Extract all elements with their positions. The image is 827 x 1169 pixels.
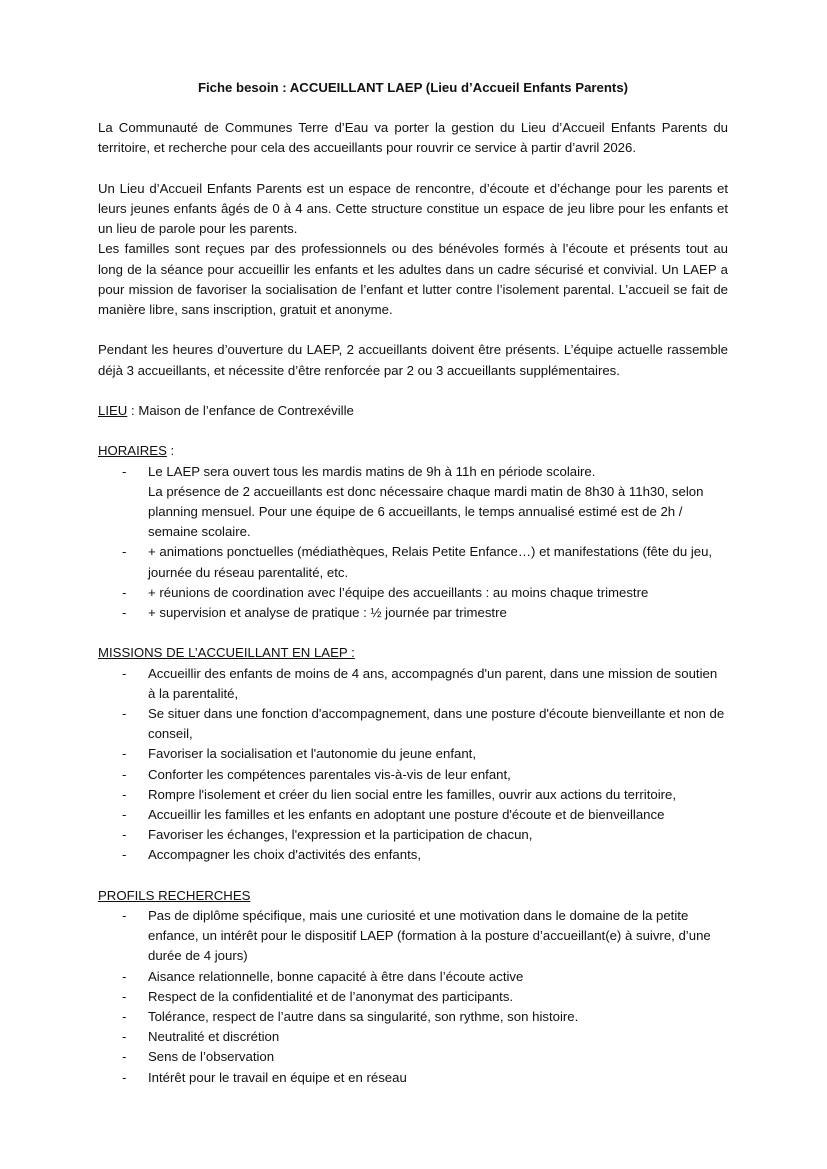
missions-heading (98, 643, 728, 663)
dash-bullet-icon: - (122, 1069, 127, 1085)
dash-bullet-icon: - (122, 584, 127, 600)
spacer (98, 159, 728, 179)
dash-bullet-icon: - (122, 605, 127, 621)
lieu-separator: : (127, 403, 139, 418)
dash-bullet-icon: - (122, 665, 127, 681)
spacer (98, 866, 728, 886)
dash-bullet-icon: - (122, 1029, 127, 1045)
mission-item-text: Conforter les compétences parentales vis-à-vis de leur enfant, (148, 766, 511, 782)
horaires-item-text: Le LAEP sera ouvert tous les mardis matins de 9h à 11h en période scolaire. (148, 463, 596, 479)
description-paragraph-1: Un Lieu d’Accueil Enfants Parents est un espace de rencontre, d’écoute et d’échange pour les parents et leurs jeunes enfants âgés de 0 à 4 ans. Cette structure constitue un espace de jeu libre pour les enfants et un lieu de parole pour les parents. (98, 180, 728, 237)
profil-item (98, 1047, 728, 1067)
horaires-item-continuation: La présence de 2 accueillants est donc nécessaire chaque mardi matin de 8h30 à 11h30, selon planning mensuel. Pour une équipe de 6 accueillants, le temps annualisé estimé est de 2h / semaine scolaire. (148, 483, 704, 540)
missions-label: MISSIONS DE L’ACCUEILLANT EN LAEP : (98, 645, 355, 661)
profil-item-text: Tolérance, respect de l’autre dans sa singularité, son rythme, son histoire. (148, 1009, 579, 1025)
spacer (98, 623, 728, 643)
dash-bullet-icon: - (122, 463, 127, 479)
profil-item-text: Pas de diplôme spécifique, mais une curiosité et une motivation dans le domaine de la petite enfance, un intérêt pour le dispositif LAEP (formation à la posture d’accueillant(e) à suivre, d’une durée de 4 jours) (148, 908, 711, 964)
spacer (98, 381, 728, 401)
dash-bullet-icon: - (122, 1009, 127, 1025)
profil-item (98, 967, 728, 987)
horaires-item (98, 583, 728, 603)
dash-bullet-icon: - (122, 766, 127, 782)
dash-bullet-icon: - (122, 807, 127, 823)
missions-list (98, 664, 728, 866)
dash-bullet-icon: - (122, 746, 127, 762)
lieu-line (98, 401, 728, 421)
dash-bullet-icon: - (122, 1049, 127, 1065)
profils-list (98, 906, 728, 1088)
profil-item (98, 1068, 728, 1088)
dash-bullet-icon: - (122, 908, 127, 924)
profil-item-text: Neutralité et discrétion (148, 1029, 280, 1045)
mission-item (98, 664, 728, 704)
horaires-label: HORAIRES (98, 443, 167, 459)
profil-item-text: Respect de la confidentialité et de l’anonymat des participants. (148, 988, 514, 1004)
team-paragraph: Pendant les heures d’ouverture du LAEP, 2 accueillants doivent être présents. L’équipe actuelle rassemble déjà 3 accueillants, et nécessite d’être renforcée par 2 ou 3 accueillants supplémentaires. (98, 342, 728, 378)
mission-item (98, 744, 728, 764)
horaires-item (98, 462, 728, 543)
profil-item-text: Sens de l’observation (148, 1049, 275, 1065)
profil-item (98, 1027, 728, 1047)
profils-heading (98, 886, 728, 906)
intro-paragraph: La Communauté de Communes Terre d’Eau va porter la gestion du Lieu d’Accueil Enfants Parents du territoire, et recherche pour cela des accueillants pour rouvrir ce service à partir d’avril 2026. (98, 120, 728, 156)
horaires-item-text: + réunions de coordination avec l’équipe des accueillants : au moins chaque trimestre (148, 584, 649, 600)
lieu-label: LIEU (98, 403, 128, 418)
mission-item-text: Favoriser les échanges, l'expression et la participation de chacun, (148, 827, 533, 843)
mission-item-text: Favoriser la socialisation et l'autonomie du jeune enfant, (148, 746, 477, 762)
mission-item (98, 704, 728, 744)
horaires-item (98, 542, 728, 582)
mission-item-text: Accueillir des enfants de moins de 4 ans, accompagnés d'un parent, dans une mission de soutien à la parentalité, (148, 665, 718, 701)
profil-item (98, 987, 728, 1007)
dash-bullet-icon: - (122, 544, 127, 560)
profil-item-text: Aisance relationnelle, bonne capacité à être dans l’écoute active (148, 968, 524, 984)
mission-item-text: Accueillir les familles et les enfants en adoptant une posture d'écoute et de bienveillance (148, 807, 665, 823)
spacer (98, 320, 728, 340)
dash-bullet-icon: - (122, 706, 127, 722)
dash-bullet-icon: - (122, 988, 127, 1004)
document-page (98, 78, 728, 1088)
horaires-item-text: + animations ponctuelles (médiathèques, Relais Petite Enfance…) et manifestations (fête du jeu, journée du réseau parentalité, etc. (148, 544, 713, 580)
mission-item-text: Se situer dans une fonction d'accompagnement, dans une posture d'écoute bienveillante et non de conseil, (148, 706, 725, 742)
mission-item-text: Rompre l'isolement et créer du lien social entre les familles, ouvrir aux actions du territoire, (148, 786, 677, 802)
mission-item (98, 805, 728, 825)
mission-item (98, 765, 728, 785)
spacer (98, 421, 728, 441)
mission-item (98, 785, 728, 805)
mission-item-text: Accompagner les choix d'activités des enfants, (148, 847, 422, 863)
profil-item-text: Intérêt pour le travail en équipe et en réseau (148, 1069, 407, 1085)
mission-item (98, 845, 728, 865)
horaires-item (98, 603, 728, 623)
dash-bullet-icon: - (122, 786, 127, 802)
profil-item (98, 906, 728, 967)
horaires-list (98, 462, 728, 624)
profils-label: PROFILS RECHERCHES (98, 887, 251, 903)
profil-item (98, 1007, 728, 1027)
document-title: Fiche besoin : ACCUEILLANT LAEP (Lieu d’Accueil Enfants Parents) (197, 80, 629, 95)
description-paragraph-2: Les familles sont reçues par des professionnels ou des bénévoles formés à l’écoute et présents tout au long de la séance pour accueillir les enfants et les adultes dans un cadre sécurisé et convivial. Un LAEP a pour mission de favoriser la socialisation de l’enfant et lutter contre l’isolement parental. L’accueil se fait de manière libre, sans inscription, gratuit et anonyme. (98, 241, 728, 318)
dash-bullet-icon: - (122, 968, 127, 984)
dash-bullet-icon: - (122, 847, 127, 863)
dash-bullet-icon: - (122, 827, 127, 843)
horaires-heading (98, 441, 728, 461)
lieu-value: Maison de l’enfance de Contrexéville (138, 403, 354, 418)
mission-item (98, 825, 728, 845)
horaires-item-text: + supervision et analyse de pratique : ½ journée par trimestre (148, 605, 507, 621)
horaires-suffix: : (166, 443, 175, 459)
